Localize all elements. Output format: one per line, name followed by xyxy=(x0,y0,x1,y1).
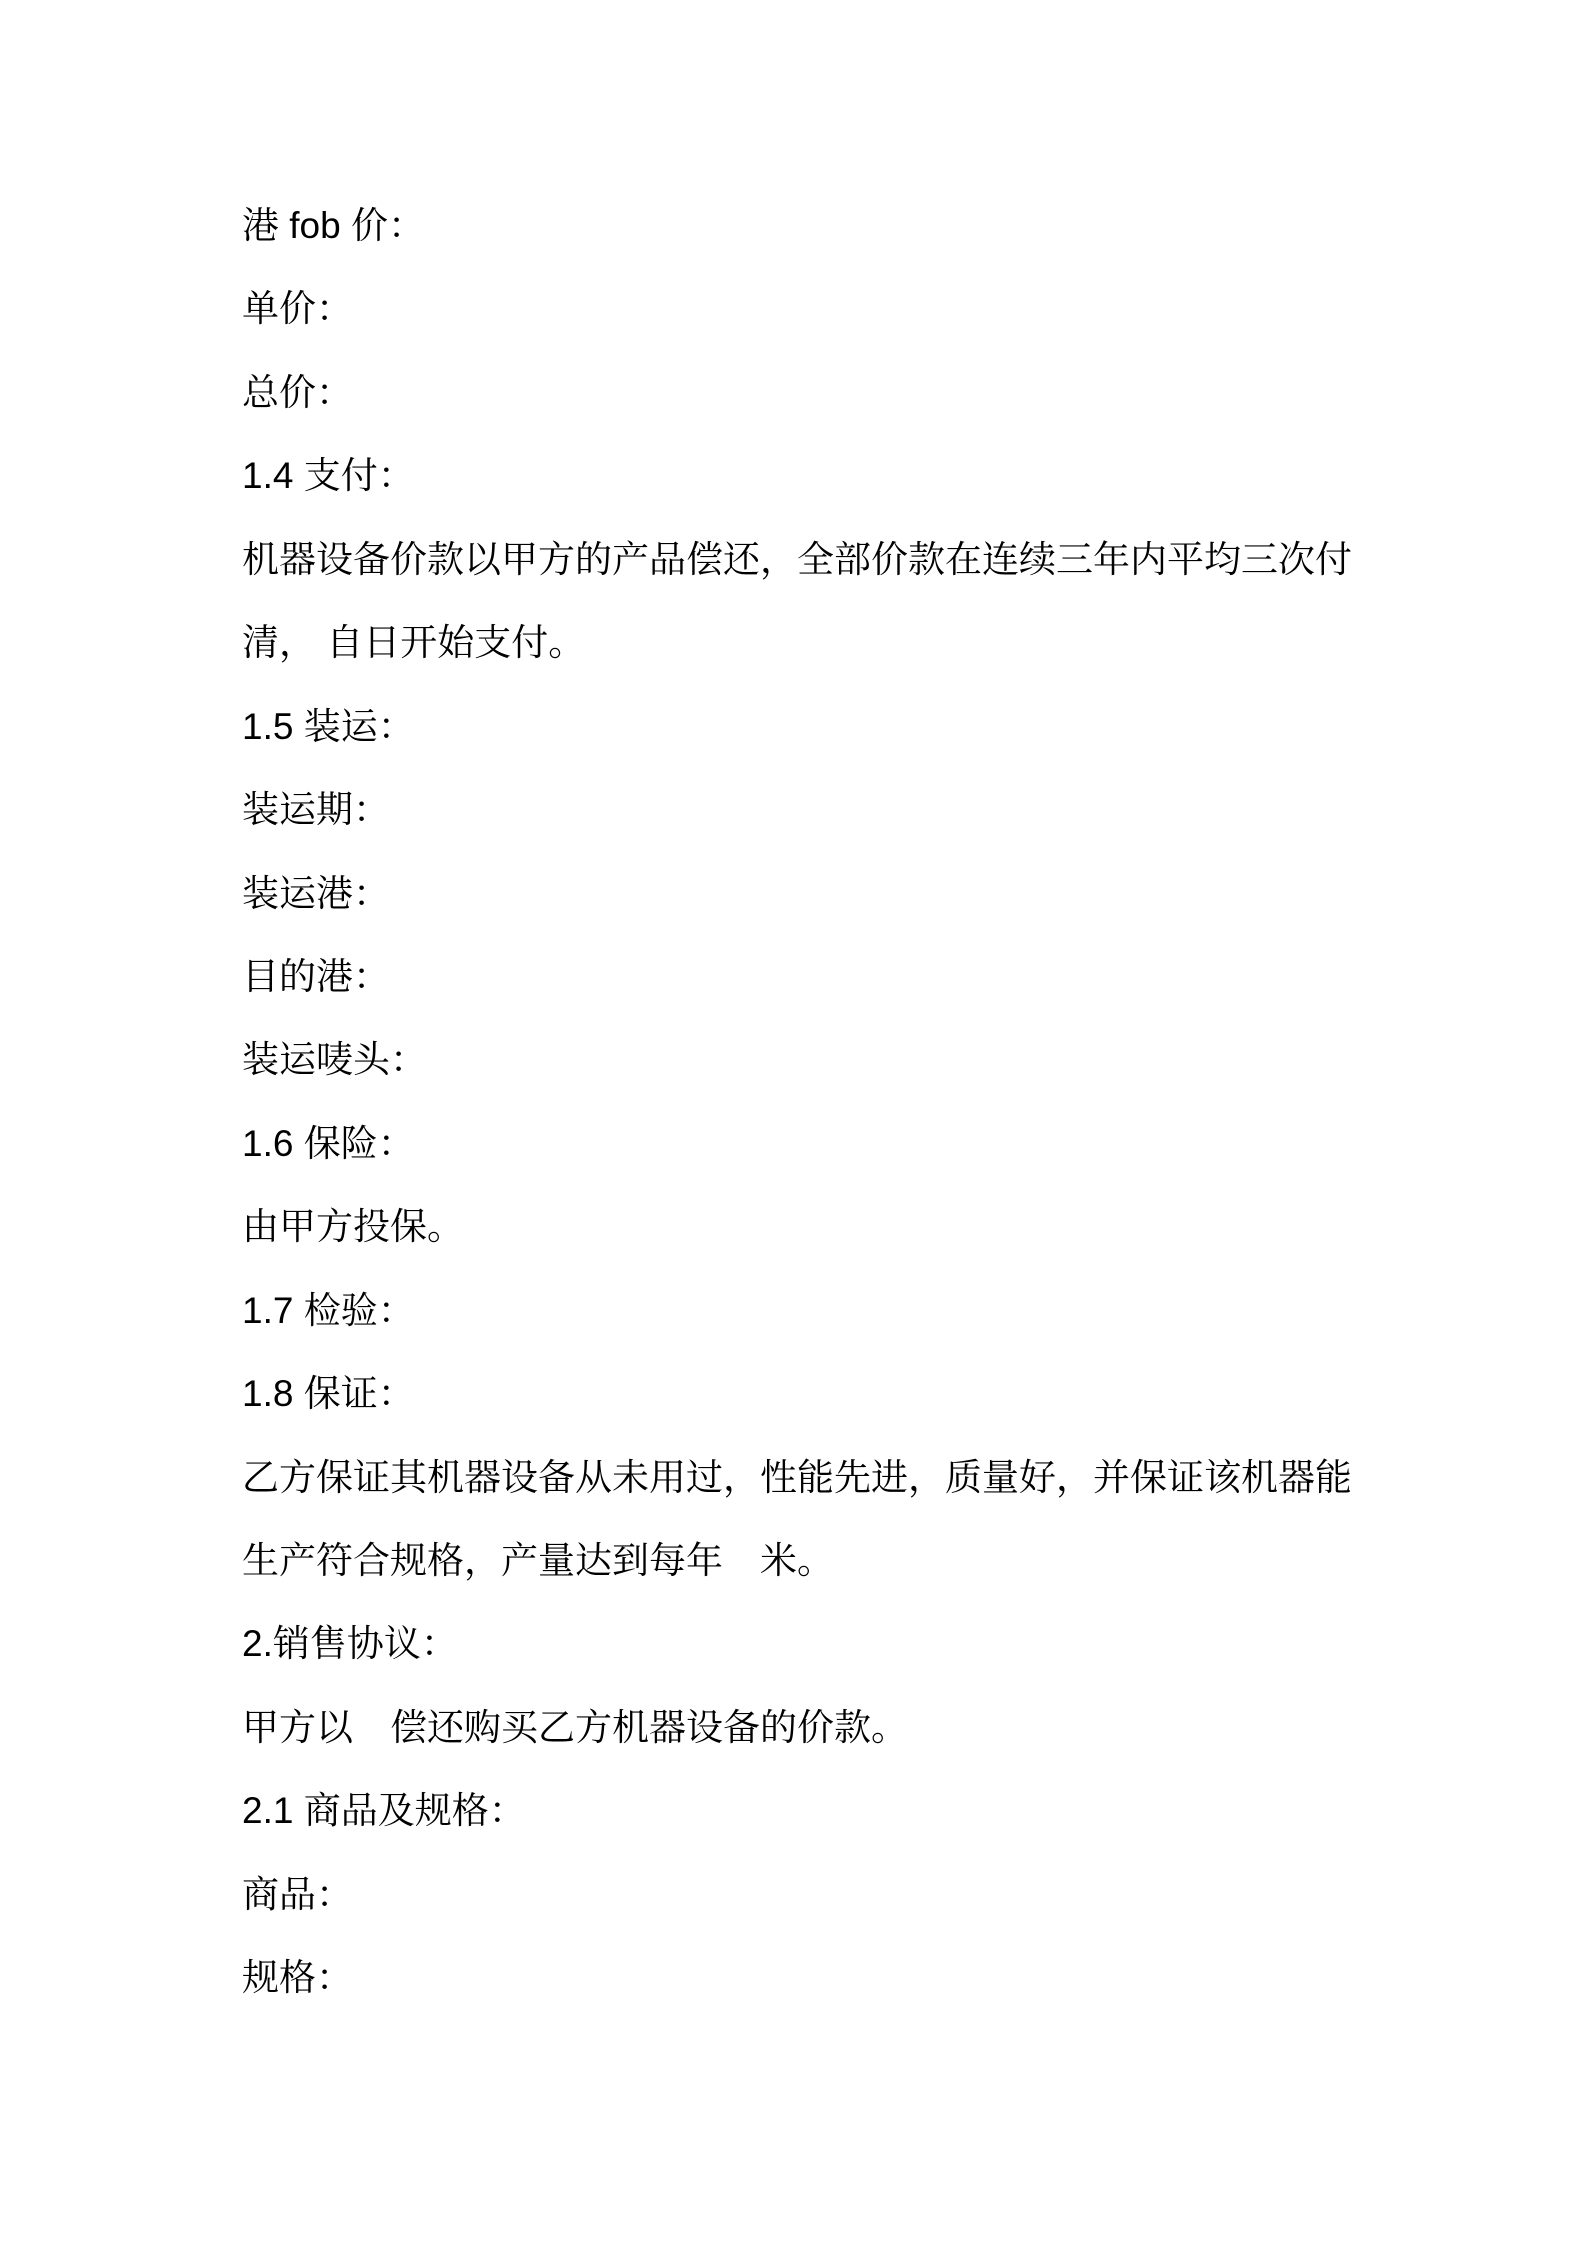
line-commodity: 商品： xyxy=(242,1873,353,1915)
paragraph-guarantee-2: 生产符合规格，产量达到每年 米。 xyxy=(242,1540,834,1581)
heading-1-5-shipment: 1.5 装运： xyxy=(242,705,415,747)
heading-2-sales-agreement: 2.销售协议： xyxy=(242,1623,458,1665)
heading-1-8-guarantee: 1.8 保证： xyxy=(242,1373,415,1415)
heading-2-1-commodity-spec: 2.1 商品及规格： xyxy=(242,1790,526,1832)
line-fob-price: 港 fob 价： xyxy=(242,205,425,246)
line-shipping-marks: 装运唛头： xyxy=(242,1039,427,1081)
paragraph-payment-terms-2: 清， 自日开始支付。 xyxy=(242,622,586,664)
document-text-block xyxy=(242,184,1446,2020)
line-shipment-port: 装运港： xyxy=(242,872,390,914)
heading-1-7-inspection: 1.7 检验： xyxy=(242,1289,415,1331)
line-unit-price: 单价： xyxy=(242,288,353,330)
paragraph-payment-terms-1: 机器设备价款以甲方的产品偿还，全部价款在连续三年内平均三次付 xyxy=(242,538,1352,580)
line-destination-port: 目的港： xyxy=(242,955,390,997)
heading-1-4-payment: 1.4 支付： xyxy=(242,455,415,497)
line-total-price: 总价： xyxy=(242,371,353,413)
line-insured-by-party-a: 由甲方投保。 xyxy=(242,1206,464,1248)
paragraph-sales-agreement: 甲方以 偿还购买乙方机器设备的价款。 xyxy=(242,1706,908,1748)
heading-1-6-insurance: 1.6 保险： xyxy=(242,1122,415,1164)
line-shipment-period: 装运期： xyxy=(242,789,390,831)
line-specification: 规格： xyxy=(242,1957,353,1999)
paragraph-guarantee-1: 乙方保证其机器设备从未用过，性能先进，质量好，并保证该机器能 xyxy=(242,1456,1352,1498)
